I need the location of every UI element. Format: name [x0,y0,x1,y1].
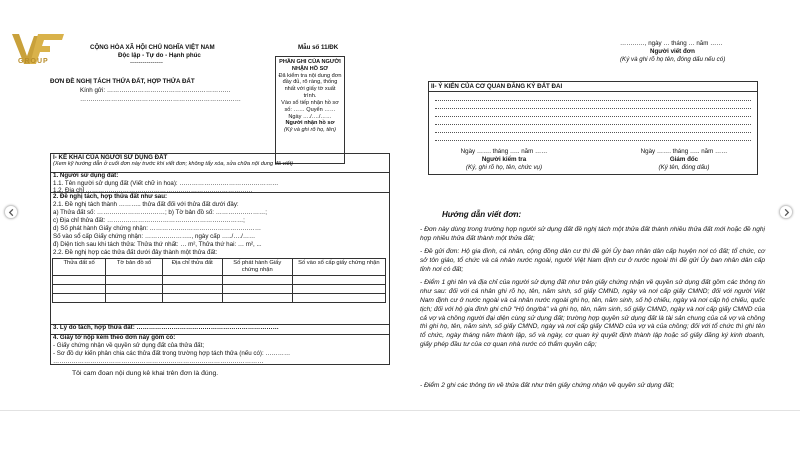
inspector-date: Ngày ……. tháng ….. năm …… [460,148,548,155]
item-4-2: - Sơ đồ dự kiến phân chia các thửa đất trong trường hợp tách thửa (nếu có): ………… [53,350,291,357]
guide-paragraph-1: - Đơn này dùng trong trường hợp người sử dụng đất đề nghị tách một thửa đất thành nhiều thửa đất mới hoặc đề nghị hợp nhiều thửa đất thành một thửa đất; [420,226,765,242]
chevron-left-icon [7,208,16,217]
sign-date: …………, ngày … tháng … năm …… [620,40,723,47]
receipt-line-2: Vào sổ tiếp nhận hồ sơ số: …… Quyển …… [281,99,339,113]
item-1-heading: 1. Người sử dụng đất: [53,172,119,179]
section-2-title: II- Ý KIẾN CỦA CƠ QUAN ĐĂNG KÝ ĐẤT ĐAI [431,83,563,90]
inspector-note: (Ký, ghi rõ họ, tên, chức vụ) [465,163,543,171]
director-role: Giám đốc [669,155,699,163]
item-2-2: 2.2. Đề nghị hợp các thửa đất dưới đây thành một thửa đất: [53,249,218,256]
item-4-heading: 4. Giấy tờ nộp kèm theo đơn này gồm có: [53,334,176,341]
receipt-title: PHẦN GHI CỦA NGƯỜI NHẬN HỒ SƠ [279,59,341,72]
col-header: Số phát hành Giấy chứng nhận [222,259,292,276]
recipient-dots: …………………………………………………………………… [80,96,241,103]
form-page-right [420,40,765,400]
motto: Độc lập - Tự do - Hạnh phúc [118,52,201,59]
viewer-bottom-divider [0,410,800,411]
section-1-note: (Xem kỹ hướng dẫn ở cuối đơn này trước khi viết đơn; không tẩy xóa, sửa chữa nội dung đã viết) [53,161,294,167]
receipt-receiver: Người nhận hồ sơ [285,120,335,127]
item-1-1: 1.1. Tên người sử dụng đất (Viết chữ in hoa): ………………………………………… [53,180,279,187]
table-row [53,285,386,294]
section-1-title: I- KÊ KHAI CỦA NGƯỜI SỬ DỤNG ĐẤT [53,154,168,161]
col-header: Thửa đất số [53,259,106,276]
item-2-e: Số vào sổ cấp Giấy chứng nhận: ………………….., ngày cấp …../…./…… [53,233,256,240]
receipt-line-1: Đã kiểm tra nội dung đơn đầy đủ, rõ ràng, thống nhất với giấy tờ xuất trình. [278,72,342,100]
inspector-role: Người kiểm tra [481,155,527,163]
guide-paragraph-3: - Điểm 1 ghi tên và địa chỉ của người sử dụng đất như trên giấy chứng nhận về quyền sử dụng đất gồm các thông tin như sau: đối với cá nhân ghi rõ họ, tên, năm sinh, số giấy CMND, ngày và nơi cấp giấy CMND; đối với người Việt Nam định cư ở nước ngoài và cá nhân nước ngoài ghi họ, tên, năm sinh, số hộ chiếu, ngày và nơi cấp hộ chiếu, quốc tịch; đối với hộ gia đình ghi chữ "Hộ ông/bà" và ghi họ, tên, năm sinh, số giấy CMND, ngày và nơi cấp giấy CMND của cả vợ và chồng người đại diện cùng sử dụng đất; trường hợp quyền sử dụng đất là tài sản chung của cả vợ và chồng thì ghi họ, tên, năm sinh, số giấy CMND, ngày và nơi cấp giấy CMND của vợ và của chồng; đối với tổ chức thì ghi tên tổ chức, ngày tháng năm thành lập, số và ngày, cơ quan ký quyết định thành lập hoặc số giấy đăng ký kinh doanh, giấy phép đầu tư của cơ quan nhà nước có thẩm quyền cấp; [420,279,765,349]
inspector-block [449,148,559,171]
recipient-line: Kính gửi: …………………………………………………… [80,87,231,94]
guide-paragraph-4: - Điểm 2 ghi các thông tin về thửa đất như trên giấy chứng nhận về quyền sử dụng đất; [420,382,675,389]
table-header-row [53,259,386,276]
item-2-c: c) Địa chỉ thửa đất: …………………………………………………………; [53,217,245,224]
receipt-sign-note: (Ký và ghi rõ họ, tên) [284,127,336,134]
motto-rule: ---------------- [130,59,163,66]
nation-heading: CỘNG HÒA XÃ HỘI CHỦ NGHĨA VIỆT NAM [90,44,215,51]
section-2-box [428,81,758,175]
table-row [53,294,386,303]
pledge: Tôi cam đoan nội dung kê khai trên đơn là đúng. [72,370,219,377]
table-row [53,276,386,285]
brand-sub: GROUP [18,58,49,65]
applicant-sign-note: (Ký và ghi rõ họ tên, đóng dấu nếu có) [620,56,726,63]
form-title: ĐƠN ĐỀ NGHỊ TÁCH THỬA ĐẤT, HỢP THỬA ĐẤT [50,78,195,85]
guide-title: Hướng dẫn viết đơn: [442,210,522,219]
receipt-line-3: Ngày …./…./…… [288,113,332,120]
director-note: (Ký tên, đóng dấu) [658,163,710,171]
applicant-signer: Người viết đơn [650,48,695,55]
prev-page-button[interactable] [4,205,18,219]
chevron-right-icon [782,208,791,217]
item-4-1: - Giấy chứng nhận về quyền sử dụng đất của thửa đất; [53,342,205,349]
merge-parcels-table [52,258,386,303]
item-2-heading: 2. Đề nghị tách, hợp thửa đất như sau: [53,193,168,200]
guide-paragraph-2: - Đề gửi đơn: Hộ gia đình, cá nhân, cộng đồng dân cư thì đề gửi Ủy ban nhân dân cấp huyện nơi có đất; tổ chức, cơ sở tôn giáo, tổ chức và cá nhân nước ngoài, người Việt Nam định cư ở nước ngoài thì đề gửi Ủy ban nhân dân cấp tỉnh nơi có đất; [420,248,765,273]
col-header: Tờ bản đồ số [106,259,163,276]
director-date: Ngày ……. tháng ….. năm …… [640,148,728,155]
item-2-d: d) Số phát hành Giấy chứng nhận: ……………………………………………… [53,225,262,232]
item-2-f: đ) Diện tích sau khi tách thửa: Thửa thứ nhất: … m², Thửa thứ hai: … m², ... [53,241,262,248]
receipt-box [275,56,345,164]
form-page-left [50,40,390,400]
item-2-1: 2.1. Đề nghị tách thành ……….. thửa đất đối với thửa đất dưới đây: [53,201,239,208]
item-1-2: 1.2. Địa chỉ ……………………………………………………………………… [53,187,253,194]
col-header: Số vào sổ cấp giấy chứng nhận [292,259,385,276]
item-3: 3. Lý do tách, hợp thửa đất: …………………………………………………………… [53,324,279,331]
director-block [629,148,739,171]
item-4-3: ………………………………………………………………………………………… [53,358,264,365]
col-header: Địa chỉ thửa đất [162,259,222,276]
next-page-button[interactable] [779,205,793,219]
item-2-a: a) Thửa đất số: ……………………………; b) Tờ bản đồ số: ……………………; [53,209,267,216]
form-number: Mẫu số 11/ĐK [298,44,339,51]
